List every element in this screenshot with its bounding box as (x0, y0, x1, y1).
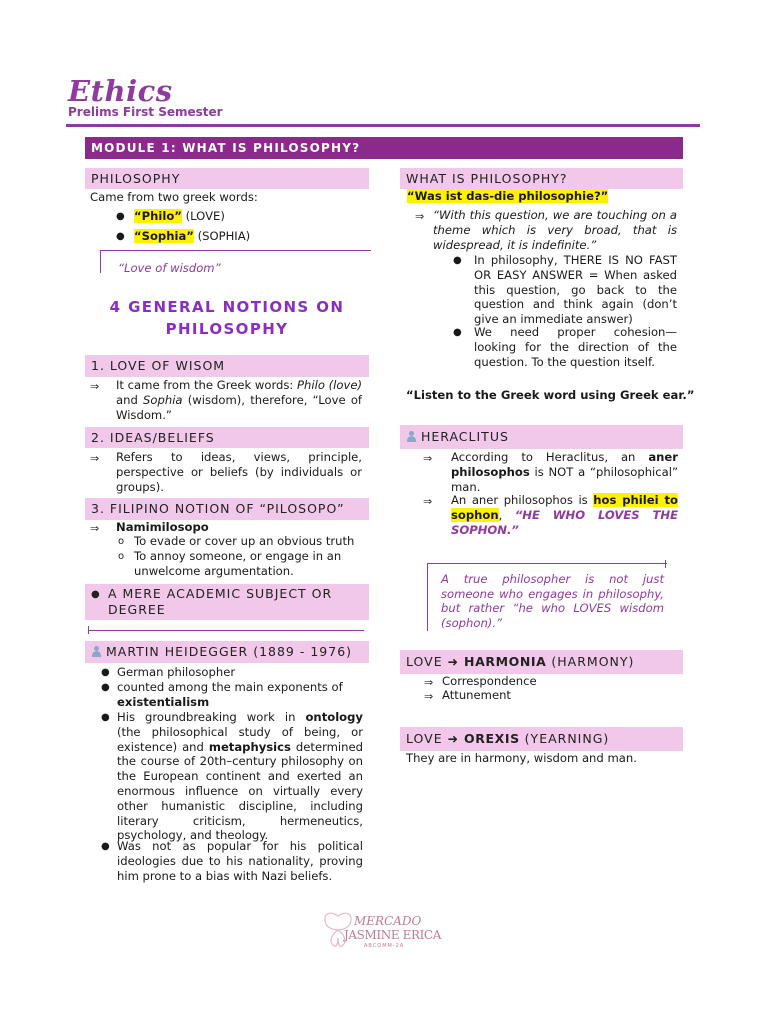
philosophy-quote: “Love of wisdom” (118, 261, 221, 275)
divider (88, 630, 364, 631)
author-logo (318, 908, 448, 954)
section-header-heraclitus: HERACLITUS (400, 425, 683, 449)
section-header-philosophy: PHILOSOPHY (85, 168, 369, 189)
arrow-icon: ⇒ (90, 522, 100, 535)
section-header-filipino-notion: 3. FILIPINO NOTION OF “PILOSOPO” (85, 498, 369, 520)
logo-line-2: JASMINE ERICA (344, 928, 441, 942)
bullet-icon: ● (101, 682, 110, 693)
harmonia-item-2: Attunement (442, 688, 511, 702)
heraclitus-quote: A true philosopher is not just someone who engages in philosophy, but rather “he who LOVES wisdom (sophon).” (441, 572, 664, 630)
section-header-harmonia: LOVE ➜ HARMONIA (HARMONY) (400, 650, 683, 674)
orexis-text: They are in harmony, wisdom and man. (406, 751, 637, 765)
section-header-what-is-philosophy: WHAT IS PHILOSOPHY? (400, 168, 683, 189)
what-highlight: “Was ist das-die philosophie?” (407, 189, 609, 203)
arrow-icon: ⇒ (424, 676, 434, 689)
arrow-icon: ⇒ (90, 380, 100, 393)
filipino-term: Namimilosopo (116, 520, 209, 534)
bullet-icon: ● (453, 327, 462, 338)
section-header-orexis: LOVE ➜ OREXIS (YEARNING) (400, 727, 683, 751)
filipino-sub-1: To evade or cover up an obvious truth (134, 534, 355, 548)
what-quote: “With this question, we are touching on a theme which is very broad, that is widespread, it is indefinite.” (433, 208, 677, 252)
logo-line-3: ABCOMM-2A (364, 943, 405, 949)
arrow-icon: ⇒ (415, 210, 425, 223)
circle-bullet-icon: o (118, 551, 125, 562)
section-header-love-of-wisom: 1. LOVE OF WISOM (85, 355, 369, 377)
philosophy-intro: Came from two greek words: (90, 190, 258, 204)
bullet-icon: ● (101, 841, 110, 852)
heidegger-b2: counted among the main exponents of existentialism (117, 680, 343, 709)
section-header-heidegger: MARTIN HEIDEGGER (1889 - 1976) (85, 641, 369, 663)
filipino-sub-2: To annoy someone, or engage in an unwelcome argumentation. (134, 549, 342, 578)
arrow-icon: ⇒ (424, 690, 434, 703)
heidegger-b3: His groundbreaking work in ontology (the philosophical study of being, or existence) and metaphysics determined the course of 20th–century philosophy on the European continent and exerted an enormous influence on virtually every other humanistic discipline, including literary criticism, hermeneutics, psychology, and theology. (117, 710, 363, 843)
divider-tick (88, 626, 89, 634)
heidegger-b1: German philosopher (117, 665, 236, 679)
section-header-ideas-beliefs: 2. IDEAS/BELIEFS (85, 427, 369, 448)
what-bullet-2: We need proper cohesion— looking for the direction of the question. To the question itself. (474, 325, 677, 369)
bullet-icon: ● (116, 231, 125, 242)
circle-bullet-icon: o (118, 536, 125, 547)
person-icon (91, 646, 102, 657)
module-heading: MODULE 1: WHAT IS PHILOSOPHY? (85, 137, 683, 159)
title-rule (66, 124, 700, 127)
bullet-icon: ● (453, 255, 462, 266)
arrow-icon: ⇒ (423, 495, 433, 508)
notions-title: 4 GENERAL NOTIONS ON PHILOSOPHY (109, 298, 345, 338)
bullet-icon: ● (116, 211, 125, 222)
list-item-philo: “Philo” (LOVE) (134, 209, 225, 223)
what-bullet-1: In philosophy, THERE IS NO FAST OR EASY ANSWER = When asked this question, go back to the question and think again (don’t give an immediate answer) (474, 253, 677, 327)
love-of-wisom-text: It came from the Greek words: Philo (love) and Sophia (wisdom), therefore, “Love of Wisdom.” (116, 378, 363, 422)
harmonia-item-1: Correspondence (442, 674, 537, 688)
list-item-sophia: “Sophia” (SOPHIA) (134, 229, 251, 243)
document-title: Ethics (68, 74, 173, 108)
arrow-icon: ⇒ (90, 452, 100, 465)
ideas-text: Refers to ideas, views, principle, perspective or beliefs (by individuals or groups). (116, 450, 362, 494)
bullet-icon: ● (101, 667, 110, 678)
heraclitus-a: According to Heraclitus, an aner philosophos is NOT a “philosophical” man. (451, 450, 678, 494)
arrow-icon: ⇒ (423, 452, 433, 465)
bullet-icon: ● (91, 589, 101, 600)
section-header-academic-subject: ● A MERE ACADEMIC SUBJECT OR DEGREE (85, 584, 369, 620)
bullet-icon: ● (101, 712, 110, 723)
quote-box-tick (665, 560, 666, 568)
logo-line-1: MERCADO (354, 914, 422, 928)
listen-line: “Listen to the Greek word using Greek ear.” (406, 388, 695, 402)
heraclitus-b: An aner philosophos is hos philei to sophon, “HE WHO LOVES THE SOPHON.” (451, 493, 678, 537)
person-icon (406, 431, 417, 442)
document-subtitle: Prelims First Semester (68, 105, 223, 119)
heidegger-b4: Was not as popular for his political ideologies due to his nationality, proving him prone to a bias with Nazi beliefs. (117, 839, 363, 883)
